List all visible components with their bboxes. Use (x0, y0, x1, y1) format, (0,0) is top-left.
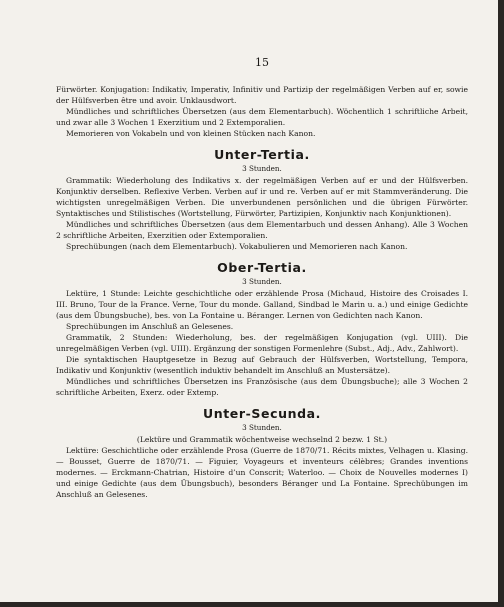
section-paragraph: Grammatik, 2 Stunden: Wiederholung, bes. der regelmäßigen Konjugation (vgl. UIII). Die unregelmäßigen Verben (vgl. UIII). Ergänzung der sonstigen Formenlehre (Subst., Adj., Adv., Zahlwort). (56, 333, 468, 353)
page-content (56, 56, 468, 500)
section-paragraph: Sprechübungen im Anschluß an Gelesenes. (66, 322, 234, 331)
section-hours: 3 Stunden. (242, 164, 282, 173)
section-heading: Unter-Secunda. (202, 406, 322, 421)
scan-border-right (498, 0, 504, 607)
intro-paragraph: Memorieren von Vokabeln und von kleinen Stücken nach Kanon. (66, 129, 316, 138)
section-note: (Lektüre und Grammatik wöchentweise wechselnd 2 bezw. 1 St.) (136, 435, 388, 444)
section-heading: Unter-Tertia. (214, 147, 310, 162)
page-number: 15 (255, 56, 269, 69)
scan-border-bottom (0, 602, 504, 607)
section-paragraph: Die syntaktischen Hauptgesetze in Bezug auf Gebrauch der Hülfsverben, Wortstellung, Tempora, Indikativ und Konjunktiv (wesentlich induktiv behandelt im Anschluß an Mustersätze). (56, 355, 468, 375)
intro-paragraph: Fürwörter. Konjugation: Indikativ, Imperativ, Infinitiv und Partizip der regelmäßigen Verben auf er, sowie der Hülfsverben être und avoir. Unklausdwort. (56, 85, 468, 105)
section-paragraph: Mündliches und schriftliches Übersetzen (aus dem Elementarbuch und dessen Anhang). Alle 3 Wochen 2 schriftliche Arbeiten, Exerzitien oder Extemporalien. (56, 220, 468, 240)
section-hours: 3 Stunden. (242, 277, 282, 286)
intro-paragraph: Mündliches und schriftliches Übersetzen (aus dem Elementarbuch). Wöchentlich 1 schriftliche Arbeit, und zwar alle 3 Wochen 1 Exerzitium und 2 Extemporalien. (56, 107, 468, 127)
section-paragraph: Lektüre, 1 Stunde: Leichte geschichtliche oder erzählende Prosa (Michaud, Histoire des Croisades I. III. Bruno, Tour de la France. Verne, Tour du monde. Galland, Sindbad le Marin u. a.) und einige Gedichte (aus dem Übungsbuche), bes. von La Fontaine u. Béranger. Lernen von Gedichten nach Kanon. (56, 289, 468, 320)
section-paragraph: Mündliches und schriftliches Übersetzen ins Französische (aus dem Übungsbuche); alle 3 Wochen 2 schriftliche Arbeiten, Exerz. oder Extemp. (56, 377, 468, 397)
section-paragraph: Grammatik: Wiederholung des Indikativs x. der regelmäßigen Verben auf er und der Hülfsverben. Konjunktiv derselben. Reflexive Verben. Verben auf ir und re. Verben auf er mit Stammveränderung. Die wichtigsten unregelmäßigen Verben. Die unverbundenen persönlichen und die übrigen Fürwörter. Syntaktisches und Stilistisches (Wortstellung, Fürwörter, Partizipien, Konjunktiv nach Konjunktionen). (56, 176, 468, 218)
section-hours: 3 Stunden. (242, 423, 282, 432)
section-heading: Ober-Tertia. (217, 260, 307, 275)
section-paragraph: Sprechübungen (nach dem Elementarbuch). Vokabulieren und Memorieren nach Kanon. (66, 242, 408, 251)
section-paragraph: Lektüre: Geschichtliche oder erzählende Prosa (Guerre de 1870/71. Récits mixtes, Velhagen u. Klasing. — Bousset, Guerre de 1870/71. — Figuier, Voyageurs et inventeurs célèbres; Grandes inventions modernes. — Erckmann-Chatrian, Histoire d’un Conscrit; Waterloo. — Choix de Nouvelles modernes I) und einige Gedichte (aus dem Übungsbuch), besonders Béranger und La Fontaine. Sprechübungen im Anschluß an Gelesenes. (56, 446, 468, 499)
